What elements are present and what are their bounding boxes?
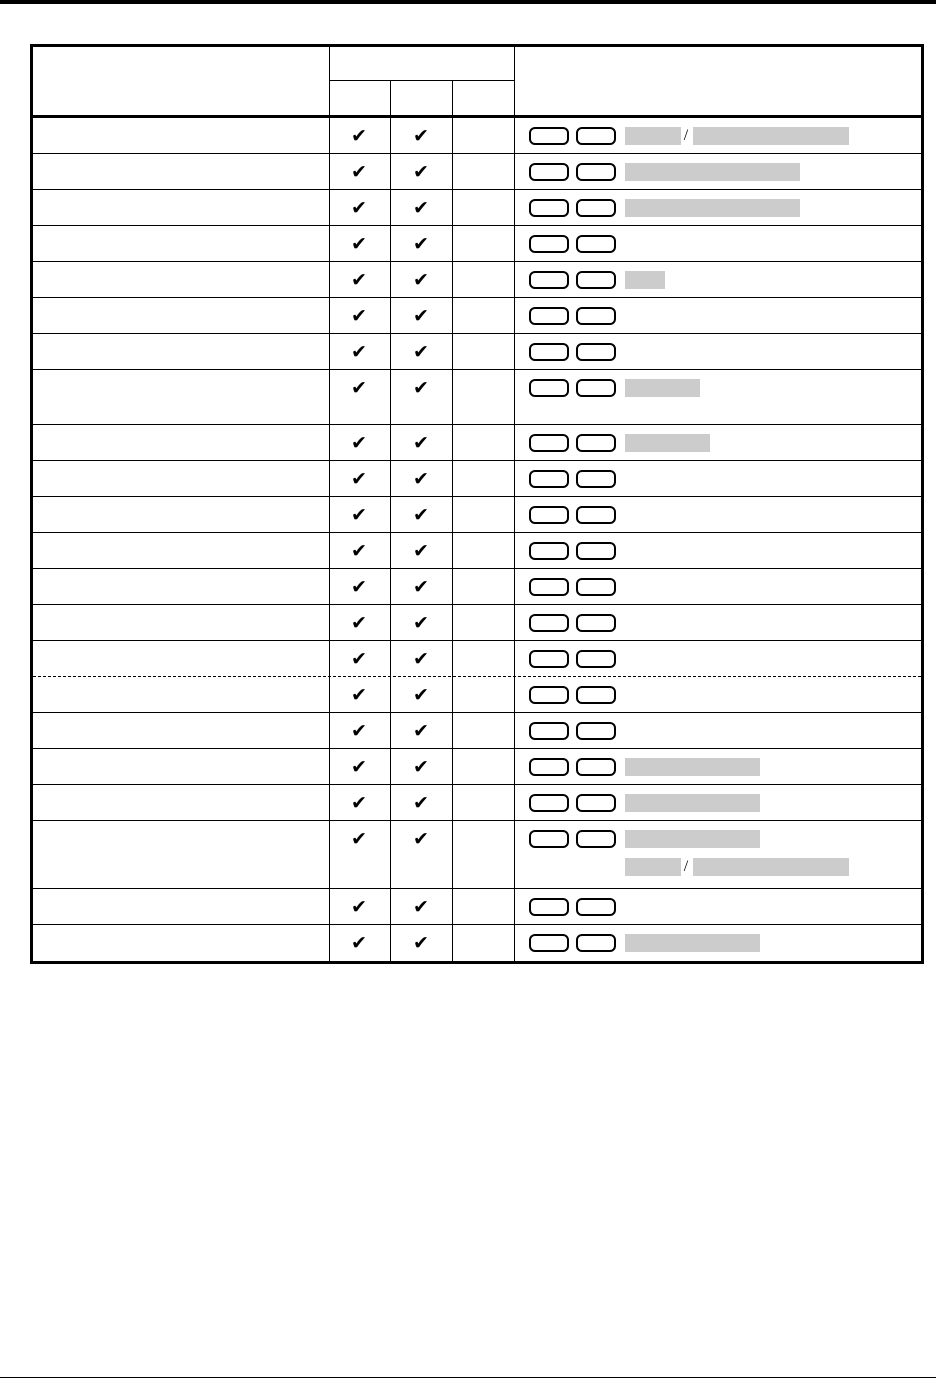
key-button-icon xyxy=(529,506,569,524)
key-button-icon xyxy=(576,614,616,632)
redacted-label xyxy=(625,434,710,452)
table-row xyxy=(33,262,921,298)
check-mark-icon: ✔ xyxy=(351,792,367,814)
table-row xyxy=(33,461,921,497)
check-mark-icon: ✔ xyxy=(413,612,429,634)
table-row xyxy=(33,925,921,961)
slash-separator: / xyxy=(683,858,689,875)
key-button-icon xyxy=(576,235,616,253)
header-subcol-2 xyxy=(452,81,453,117)
key-button-icon xyxy=(576,163,616,181)
check-mark-icon: ✔ xyxy=(351,576,367,598)
check-mark-icon: ✔ xyxy=(351,896,367,918)
table-row xyxy=(33,821,921,889)
check-mark-icon: ✔ xyxy=(351,432,367,454)
key-button-icon xyxy=(576,650,616,668)
check-mark-icon: ✔ xyxy=(413,828,429,850)
key-button-icon xyxy=(529,934,569,952)
check-mark-icon: ✔ xyxy=(351,756,367,778)
key-button-icon xyxy=(576,343,616,361)
table-row xyxy=(33,605,921,641)
key-button-icon xyxy=(529,470,569,488)
check-mark-icon: ✔ xyxy=(413,756,429,778)
key-button-icon xyxy=(529,758,569,776)
check-mark-icon: ✔ xyxy=(413,648,429,670)
check-mark-icon: ✔ xyxy=(413,684,429,706)
check-mark-icon: ✔ xyxy=(351,161,367,183)
redacted-label xyxy=(693,858,849,876)
key-button-icon xyxy=(576,758,616,776)
table-row xyxy=(33,118,921,154)
check-mark-icon: ✔ xyxy=(413,161,429,183)
key-button-icon xyxy=(576,830,616,848)
key-button-icon xyxy=(529,199,569,217)
table-row xyxy=(33,425,921,461)
redacted-label xyxy=(625,934,760,952)
key-button-icon xyxy=(576,271,616,289)
table-row xyxy=(33,190,921,226)
redacted-label xyxy=(625,127,681,145)
key-button-icon xyxy=(529,650,569,668)
redacted-label xyxy=(693,127,849,145)
table-row xyxy=(33,889,921,925)
check-mark-icon: ✔ xyxy=(413,233,429,255)
slash-separator: / xyxy=(683,127,689,144)
redacted-label xyxy=(625,271,665,289)
check-mark-icon: ✔ xyxy=(351,932,367,954)
table-row xyxy=(33,785,921,821)
check-mark-icon: ✔ xyxy=(351,233,367,255)
key-button-icon xyxy=(529,794,569,812)
key-button-icon xyxy=(529,127,569,145)
key-button-icon xyxy=(529,830,569,848)
check-mark-icon: ✔ xyxy=(413,197,429,219)
check-mark-icon: ✔ xyxy=(413,341,429,363)
key-button-icon xyxy=(529,434,569,452)
redacted-label xyxy=(625,830,760,848)
check-mark-icon: ✔ xyxy=(351,269,367,291)
check-mark-icon: ✔ xyxy=(413,896,429,918)
table-row xyxy=(33,497,921,533)
check-mark-icon: ✔ xyxy=(413,468,429,490)
key-button-icon xyxy=(529,542,569,560)
feature-table xyxy=(30,44,924,964)
key-button-icon xyxy=(576,934,616,952)
key-button-icon xyxy=(576,434,616,452)
table-row xyxy=(33,677,921,713)
check-mark-icon: ✔ xyxy=(351,468,367,490)
key-button-icon xyxy=(576,794,616,812)
key-button-icon xyxy=(576,722,616,740)
top-rule xyxy=(0,0,936,4)
key-button-icon xyxy=(529,578,569,596)
table-row xyxy=(33,334,921,370)
key-button-icon xyxy=(529,722,569,740)
check-mark-icon: ✔ xyxy=(413,432,429,454)
key-button-icon xyxy=(529,307,569,325)
key-button-icon xyxy=(576,578,616,596)
check-mark-icon: ✔ xyxy=(351,828,367,850)
table-row xyxy=(33,154,921,190)
check-mark-icon: ✔ xyxy=(351,377,367,399)
footer-rule xyxy=(0,1377,936,1378)
check-mark-icon: ✔ xyxy=(413,305,429,327)
key-button-icon xyxy=(529,614,569,632)
key-button-icon xyxy=(529,686,569,704)
key-button-icon xyxy=(576,307,616,325)
key-button-icon xyxy=(576,379,616,397)
table-row xyxy=(33,749,921,785)
redacted-label xyxy=(625,379,700,397)
check-mark-icon: ✔ xyxy=(413,377,429,399)
check-mark-icon: ✔ xyxy=(351,197,367,219)
check-mark-icon: ✔ xyxy=(351,341,367,363)
key-button-icon xyxy=(576,470,616,488)
header-subrule xyxy=(329,80,515,81)
key-button-icon xyxy=(576,686,616,704)
check-mark-icon: ✔ xyxy=(413,576,429,598)
check-mark-icon: ✔ xyxy=(413,540,429,562)
check-mark-icon: ✔ xyxy=(413,720,429,742)
table-row xyxy=(33,370,921,425)
check-mark-icon: ✔ xyxy=(413,504,429,526)
check-mark-icon: ✔ xyxy=(351,305,367,327)
check-mark-icon: ✔ xyxy=(351,540,367,562)
check-mark-icon: ✔ xyxy=(351,504,367,526)
table-row xyxy=(33,713,921,749)
key-button-icon xyxy=(576,542,616,560)
key-button-icon xyxy=(576,199,616,217)
key-button-icon xyxy=(529,163,569,181)
check-mark-icon: ✔ xyxy=(413,932,429,954)
table-row xyxy=(33,641,921,677)
check-mark-icon: ✔ xyxy=(413,269,429,291)
check-mark-icon: ✔ xyxy=(351,648,367,670)
key-button-icon xyxy=(529,343,569,361)
check-mark-icon: ✔ xyxy=(351,684,367,706)
key-button-icon xyxy=(529,235,569,253)
check-mark-icon: ✔ xyxy=(413,125,429,147)
redacted-label xyxy=(625,163,800,181)
key-button-icon xyxy=(576,127,616,145)
check-mark-icon: ✔ xyxy=(413,792,429,814)
redacted-label xyxy=(625,858,681,876)
redacted-label xyxy=(625,794,760,812)
key-button-icon xyxy=(529,898,569,916)
table-row xyxy=(33,533,921,569)
key-button-icon xyxy=(529,379,569,397)
table-row xyxy=(33,569,921,605)
check-mark-icon: ✔ xyxy=(351,720,367,742)
table-row xyxy=(33,226,921,262)
header-subcol-1 xyxy=(390,81,391,117)
check-mark-icon: ✔ xyxy=(351,125,367,147)
table-row xyxy=(33,298,921,334)
redacted-label xyxy=(625,199,800,217)
key-button-icon xyxy=(529,271,569,289)
redacted-label xyxy=(625,758,760,776)
check-mark-icon: ✔ xyxy=(351,612,367,634)
key-button-icon xyxy=(576,506,616,524)
key-button-icon xyxy=(576,898,616,916)
